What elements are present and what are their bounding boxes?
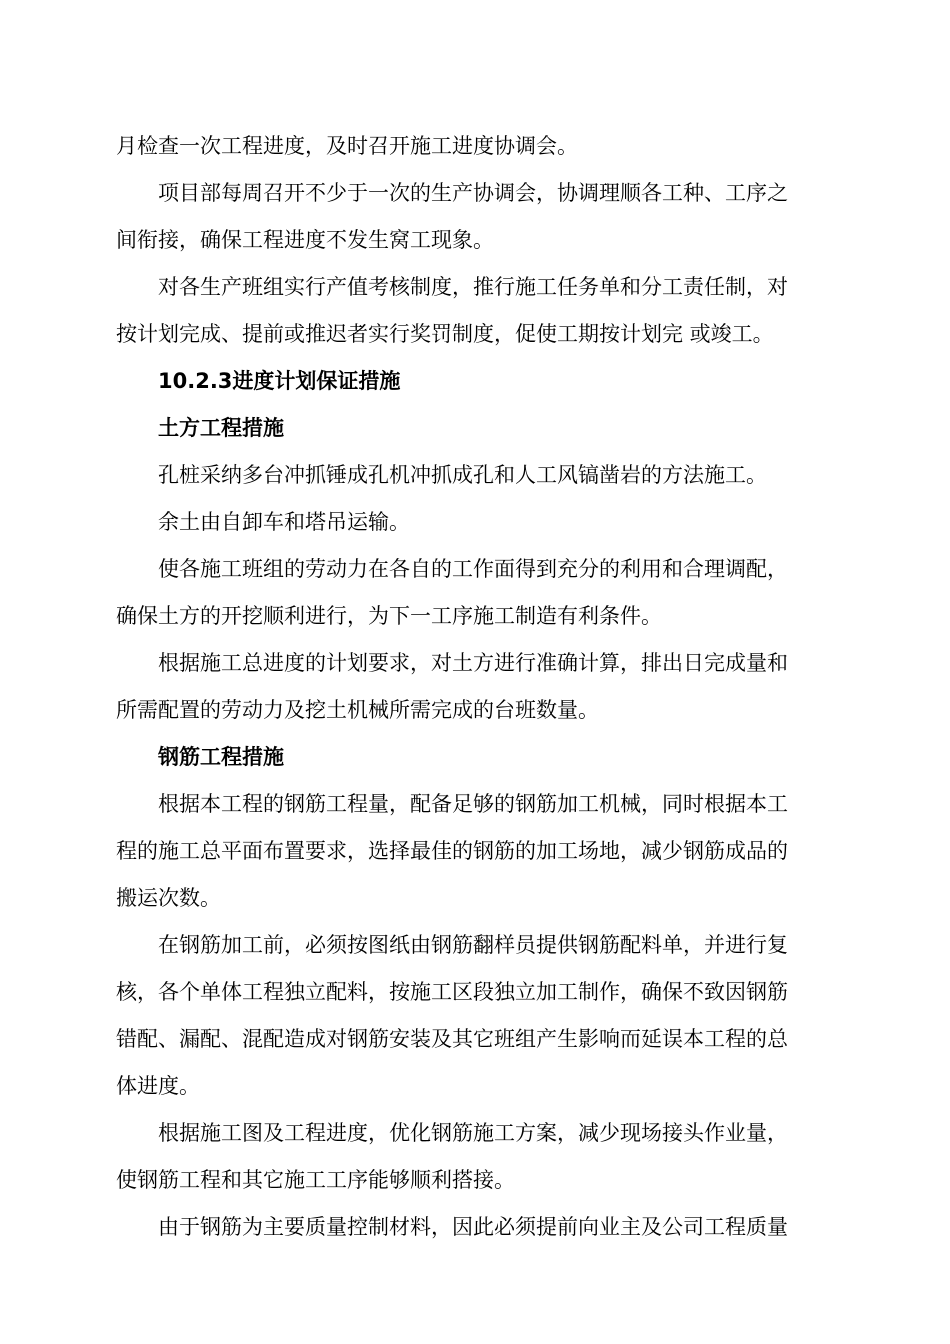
document-body [116, 123, 834, 1251]
text-line: 核，各个单体工程独立配料，按施工区段独立加工制作，确保不致因钢筋 [116, 980, 788, 1004]
text-line: 体进度。 [116, 1074, 200, 1098]
text-line: 月检查一次工程进度，及时召开施工进度协调会。 [116, 134, 578, 158]
text-line: 根据本工程的钢筋工程量，配备足够的钢筋加工机械，同时根据本工 [158, 792, 788, 816]
text-line: 使钢筋工程和其它施工工序能够顺利搭接。 [116, 1168, 515, 1192]
text-line: 根据施工图及工程进度，优化钢筋施工方案，减少现场接头作业量， [158, 1121, 788, 1145]
text-line: 对各生产班组实行产值考核制度，推行施工任务单和分工责任制，对 [158, 275, 788, 299]
text-line: 由于钢筋为主要质量控制材料，因此必须提前向业主及公司工程质量 [158, 1215, 788, 1239]
text-line: 确保土方的开挖顺利进行，为下一工序施工制造有利条件。 [116, 604, 662, 628]
text-line: 程的施工总平面布置要求，选择最佳的钢筋的加工场地，减少钢筋成品的 [116, 839, 788, 863]
text-line: 根据施工总进度的计划要求，对土方进行准确计算，排出日完成量和 [158, 651, 788, 675]
text-line: 按计划完成、提前或推迟者实行奖罚制度，促使工期按计划完 或竣工。 [116, 322, 774, 346]
text-line: 孔桩采纳多台冲抓锤成孔机冲抓成孔和人工风镐凿岩的方法施工。 [158, 463, 767, 487]
text-line: 间衔接，确保工程进度不发生窝工现象。 [116, 228, 494, 252]
text-line: 在钢筋加工前，必须按图纸由钢筋翻样员提供钢筋配料单，并进行复 [158, 933, 788, 957]
section-heading: 10.2.3进度计划保证措施 [158, 369, 401, 393]
section-heading: 钢筋工程措施 [158, 745, 284, 769]
text-line: 搬运次数。 [116, 886, 221, 910]
section-heading: 土方工程措施 [158, 416, 284, 440]
text-line: 错配、漏配、混配造成对钢筋安装及其它班组产生影响而延误本工程的总 [116, 1027, 788, 1051]
text-line: 项目部每周召开不少于一次的生产协调会，协调理顺各工种、工序之 [158, 181, 788, 205]
text-line: 余土由自卸车和塔吊运输。 [158, 510, 410, 534]
text-line: 所需配置的劳动力及挖土机械所需完成的台班数量。 [116, 698, 599, 722]
text-line: 使各施工班组的劳动力在各自的工作面得到充分的利用和合理调配， [158, 557, 788, 581]
